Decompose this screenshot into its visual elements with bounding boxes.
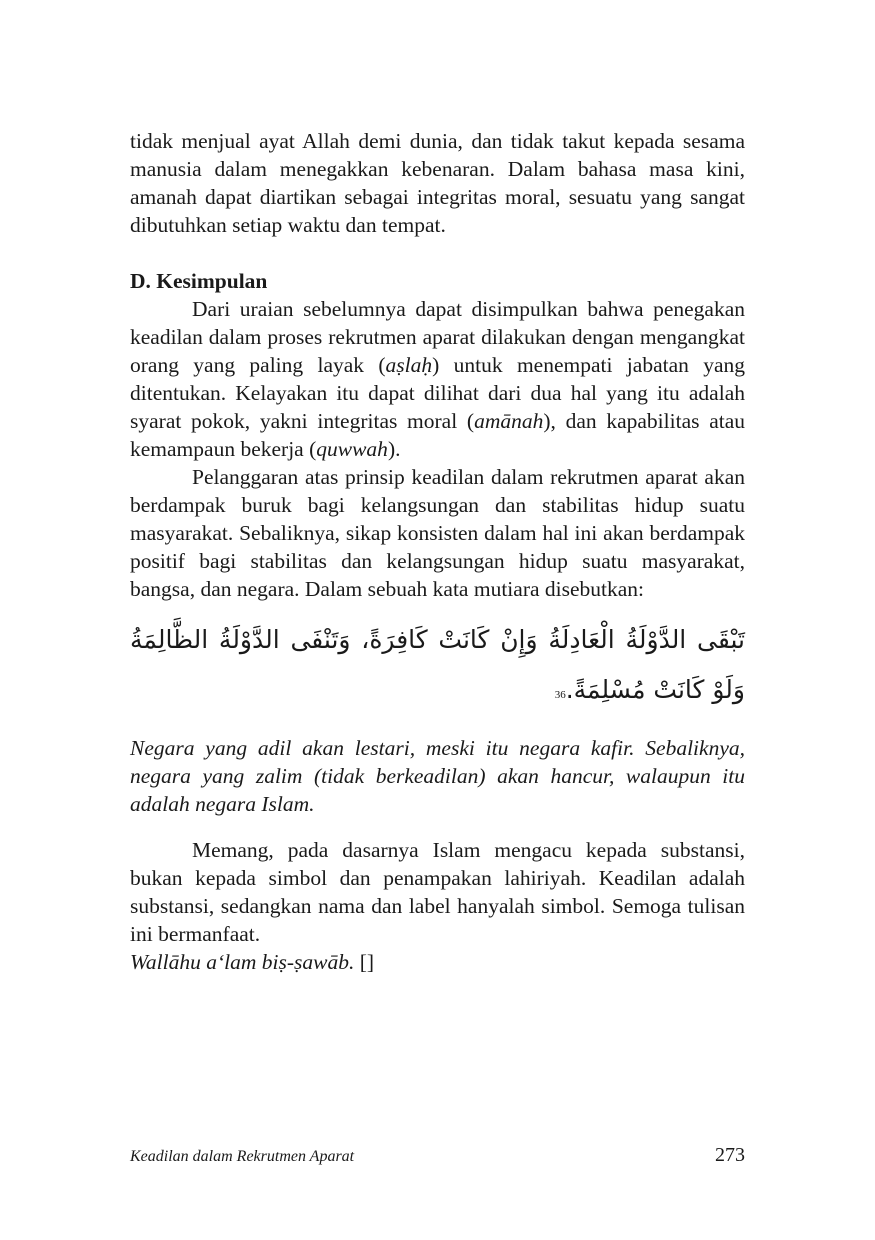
page-footer — [130, 1144, 745, 1167]
page-body — [130, 127, 745, 976]
closing-line — [130, 948, 745, 976]
closing-phrase: Wallāhu a‘lam biṣ-ṣawāb. — [130, 950, 355, 974]
conclusion-text-2: ) untuk menempati jabatan yang ditentukan. Kelayakan itu dapat dilihat dari dua hal yang itu adalah syarat pokok, yakni integritas moral ( — [130, 353, 745, 433]
footnote-marker[interactable]: 36 — [554, 689, 566, 701]
term-amanah: amānah — [474, 409, 544, 433]
conclusion-text-1: Dari uraian sebelumnya dapat disimpulkan bahwa penegakan keadilan dalam proses rekrutmen aparat dilakukan dengan mengangkat orang yang paling layak ( — [130, 297, 745, 377]
paragraph-conclusion — [130, 295, 745, 463]
term-aslah: aṣlaḥ — [385, 353, 433, 377]
quote-translation: Negara yang adil akan lestari, meski itu negara kafir. Sebaliknya, negara yang zalim (tidak berkeadilan) akan hancur, walaupun itu adalah negara Islam. — [130, 736, 745, 816]
paragraph-violation: Pelanggaran atas prinsip keadilan dalam rekrutmen aparat akan berdampak buruk bagi kelangsungan dan stabilitas hidup suatu masyarakat. Sebaliknya, sikap konsisten dalam hal ini akan berdampak positif bagi stabilitas dan kelangsungan hidup suatu masyarakat, bangsa, dan negara. Dalam sebuah kata mutiara disebutkan: — [130, 465, 745, 601]
term-quwwah: quwwah — [316, 437, 388, 461]
paragraph-integrity: tidak menjual ayat Allah demi dunia, dan tidak takut kepada sesama manusia dalam menegakkan kebenaran. Dalam bahasa masa kini, amanah dapat diartikan sebagai integritas moral, sesuatu yang sangat dibutuhkan setiap waktu dan tempat. — [130, 129, 745, 237]
running-title: Keadilan dalam Rekrutmen Aparat — [130, 1148, 355, 1165]
arabic-text: تَبْقَى الدَّوْلَةُ الْعَادِلَةُ وَإِنْ كَانَتْ كَافِرَةً، وَتَنْفَى الدَّوْلَةُ الظَّالِمَةُ وَلَوْ كَانَتْ مُسْلِمَةً. — [130, 625, 745, 704]
conclusion-text-3: ), dan kapabilitas atau kemampaun bekerja ( — [130, 409, 745, 461]
conclusion-text-4: ). — [387, 437, 401, 461]
arabic-quote — [130, 615, 745, 720]
page-number: 273 — [715, 1144, 745, 1166]
end-mark: [] — [359, 950, 375, 974]
section-heading: D. Kesimpulan — [130, 269, 268, 293]
paragraph-substance: Memang, pada dasarnya Islam mengacu kepada substansi, bukan kepada simbol dan penampakan lahiriyah. Keadilan adalah substansi, sedangkan nama dan label hanyalah simbol. Semoga tulisan ini bermanfaat. — [130, 838, 745, 946]
